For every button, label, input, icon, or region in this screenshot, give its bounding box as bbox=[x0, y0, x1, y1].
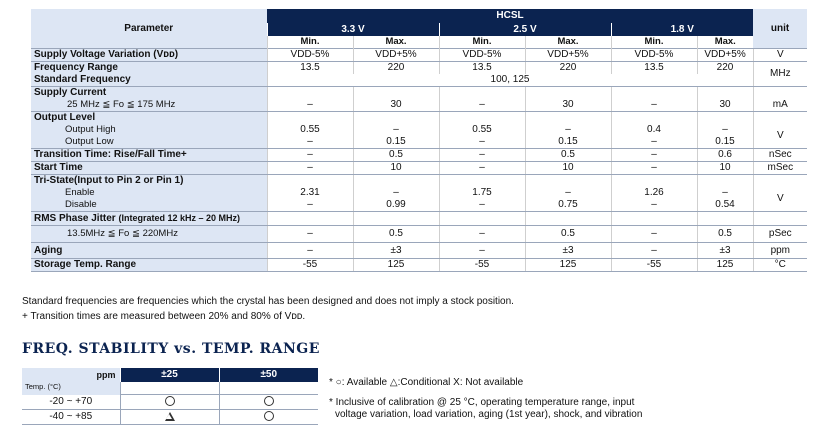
available-circle-icon bbox=[264, 411, 274, 421]
unit-cell: mA bbox=[753, 99, 807, 112]
row-supply-voltage bbox=[31, 49, 807, 62]
cell: – bbox=[267, 136, 353, 149]
cell: 220 bbox=[697, 62, 753, 75]
row-rms-jitter-sub bbox=[31, 226, 807, 243]
cell: – bbox=[525, 124, 611, 136]
row-label-small: (Integrated 12 kHz – 20 MHz) bbox=[118, 213, 241, 223]
cell: 125 bbox=[525, 259, 611, 272]
cell: – bbox=[439, 136, 525, 149]
unit-cell: MHz bbox=[753, 62, 807, 87]
cell: – bbox=[439, 99, 525, 112]
note-standard-frequencies: Standard frequencies are frequencies which the crystal has been designed and does not imply a stock position. bbox=[22, 296, 514, 307]
row-output-high bbox=[31, 124, 807, 136]
cell: – bbox=[697, 187, 753, 199]
cell: 0.75 bbox=[525, 199, 611, 212]
cell: – bbox=[439, 149, 525, 162]
unit-cell: V bbox=[753, 124, 807, 149]
cell: 100, 125 bbox=[267, 74, 753, 87]
temp-range: -20 ~ +70 bbox=[22, 395, 120, 410]
row-sublabel: Output High bbox=[31, 124, 267, 136]
row-supply-current-sub bbox=[31, 99, 807, 112]
row-label: Tri-State(Input to Pin 2 or Pin 1) bbox=[31, 175, 267, 188]
cell: 0.4 bbox=[611, 124, 697, 136]
cell: 10 bbox=[697, 162, 753, 175]
row-disable bbox=[31, 199, 807, 212]
stability-row bbox=[22, 410, 318, 425]
cell: – bbox=[439, 226, 525, 243]
col-50ppm: ±50 bbox=[219, 368, 318, 382]
row-label: Storage Temp. Range bbox=[31, 259, 267, 272]
cell: 220 bbox=[525, 62, 611, 75]
max-header: Max. bbox=[525, 36, 611, 49]
cell: – bbox=[267, 99, 353, 112]
cell: – bbox=[267, 226, 353, 243]
row-storage-temp bbox=[31, 259, 807, 272]
row-aging bbox=[31, 243, 807, 259]
cell: 0.6 bbox=[697, 149, 753, 162]
cell: – bbox=[439, 162, 525, 175]
stability-table bbox=[22, 368, 318, 425]
cell: VDD-5% bbox=[611, 49, 697, 62]
cell: 30 bbox=[353, 99, 439, 112]
mark-cell bbox=[219, 410, 318, 425]
unit-cell: °C bbox=[753, 259, 807, 272]
min-header: Min. bbox=[267, 36, 353, 49]
row-output-low bbox=[31, 136, 807, 149]
available-circle-icon bbox=[264, 396, 274, 406]
cell: 125 bbox=[353, 259, 439, 272]
legend-calibration-2: voltage variation, load variation, aging (1st year), shock, and vibration bbox=[335, 409, 643, 420]
cell: -55 bbox=[267, 259, 353, 272]
row-label: Supply Current bbox=[31, 87, 267, 100]
temp-label: Temp. (°C) bbox=[25, 381, 61, 391]
cell: 10 bbox=[525, 162, 611, 175]
cell: 0.55 bbox=[439, 124, 525, 136]
cell: VDD+5% bbox=[697, 49, 753, 62]
available-circle-icon bbox=[165, 396, 175, 406]
cell: VDD+5% bbox=[353, 49, 439, 62]
row-sublabel: Enable bbox=[31, 187, 267, 199]
cell: 13.5 bbox=[439, 62, 525, 75]
unit-cell: mSec bbox=[753, 162, 807, 175]
row-rms-jitter bbox=[31, 212, 807, 226]
min-header: Min. bbox=[439, 36, 525, 49]
cell: – bbox=[353, 187, 439, 199]
cell: – bbox=[267, 243, 353, 259]
row-label: Transition Time: Rise/Fall Time+ bbox=[31, 149, 267, 162]
cell: – bbox=[611, 226, 697, 243]
stability-corner bbox=[22, 368, 120, 395]
cell: ±3 bbox=[525, 243, 611, 259]
cell: 0.5 bbox=[525, 226, 611, 243]
row-enable bbox=[31, 187, 807, 199]
cell: -55 bbox=[439, 259, 525, 272]
cell: 0.55 bbox=[267, 124, 353, 136]
cell: VDD-5% bbox=[439, 49, 525, 62]
unit-cell: V bbox=[753, 49, 807, 62]
cell: 13.5 bbox=[611, 62, 697, 75]
cell: – bbox=[267, 149, 353, 162]
spec-table bbox=[31, 9, 807, 272]
col-25ppm: ±25 bbox=[120, 368, 219, 382]
cell: – bbox=[611, 99, 697, 112]
row-label: Supply Voltage Variation (Vᴅᴅ) bbox=[31, 49, 267, 62]
stability-row bbox=[22, 395, 318, 410]
cell: VDD-5% bbox=[267, 49, 353, 62]
row-sublabel: 25 MHz ≦ Fo ≦ 175 MHz bbox=[31, 99, 267, 112]
voltage-2v5-header: 2.5 V bbox=[439, 23, 611, 36]
row-label: Aging bbox=[31, 243, 267, 259]
cell: – bbox=[611, 149, 697, 162]
cell: 1.75 bbox=[439, 187, 525, 199]
cell: ±3 bbox=[353, 243, 439, 259]
hcsl-header: HCSL bbox=[267, 9, 753, 23]
voltage-3v3-header: 3.3 V bbox=[267, 23, 439, 36]
cell: 0.99 bbox=[353, 199, 439, 212]
unit-header: unit bbox=[753, 9, 807, 49]
min-header: Min. bbox=[611, 36, 697, 49]
cell: ±3 bbox=[697, 243, 753, 259]
cell: – bbox=[611, 162, 697, 175]
mark-cell bbox=[120, 395, 219, 410]
cell: – bbox=[439, 199, 525, 212]
temp-range: -40 ~ +85 bbox=[22, 410, 120, 425]
cell: 0.5 bbox=[353, 149, 439, 162]
stability-title: FREQ. STABILITY vs. TEMP. RANGE bbox=[22, 341, 320, 357]
unit-cell: pSec bbox=[753, 226, 807, 243]
unit-cell: ppm bbox=[753, 243, 807, 259]
cell: 0.54 bbox=[697, 199, 753, 212]
row-standard-frequency bbox=[31, 74, 807, 87]
note-transition-times: + Transition times are measured between 20% and 80% of Vᴅᴅ. bbox=[22, 311, 306, 322]
cell: 0.5 bbox=[525, 149, 611, 162]
cell: 220 bbox=[353, 62, 439, 75]
row-label: Standard Frequency bbox=[31, 74, 267, 87]
cell: 0.5 bbox=[697, 226, 753, 243]
row-label: Frequency Range bbox=[31, 62, 267, 75]
max-header: Max. bbox=[353, 36, 439, 49]
cell: 0.15 bbox=[525, 136, 611, 149]
row-start-time bbox=[31, 162, 807, 175]
row-label-main: RMS Phase Jitter bbox=[34, 213, 116, 224]
row-frequency-range bbox=[31, 62, 807, 75]
cell: 125 bbox=[697, 259, 753, 272]
mark-cell bbox=[120, 410, 219, 425]
ppm-label: ppm bbox=[96, 370, 116, 380]
row-supply-current bbox=[31, 87, 807, 100]
unit-cell: V bbox=[753, 187, 807, 212]
cell: – bbox=[525, 187, 611, 199]
row-sublabel: Disable bbox=[31, 199, 267, 212]
cell: – bbox=[267, 162, 353, 175]
cell: VDD+5% bbox=[525, 49, 611, 62]
cell: 2.31 bbox=[267, 187, 353, 199]
unit-cell: nSec bbox=[753, 149, 807, 162]
row-label: Output Level bbox=[31, 112, 267, 125]
cell: – bbox=[697, 124, 753, 136]
cell: 0.15 bbox=[353, 136, 439, 149]
cell: 30 bbox=[697, 99, 753, 112]
cell: – bbox=[267, 199, 353, 212]
cell: – bbox=[439, 243, 525, 259]
conditional-triangle-icon bbox=[165, 412, 175, 421]
mark-cell bbox=[219, 395, 318, 410]
cell: 30 bbox=[525, 99, 611, 112]
cell: – bbox=[611, 136, 697, 149]
cell: – bbox=[353, 124, 439, 136]
cell: 13.5 bbox=[267, 62, 353, 75]
legend-symbols: * ○: Available △:Conditional X: Not available bbox=[329, 377, 524, 388]
cell: 10 bbox=[353, 162, 439, 175]
row-output-level bbox=[31, 112, 807, 125]
row-sublabel: 13.5MHz ≦ Fo ≦ 220MHz bbox=[31, 226, 267, 243]
cell: 1.26 bbox=[611, 187, 697, 199]
voltage-1v8-header: 1.8 V bbox=[611, 23, 753, 36]
row-label bbox=[31, 212, 267, 226]
row-transition-time bbox=[31, 149, 807, 162]
cell: -55 bbox=[611, 259, 697, 272]
max-header: Max. bbox=[697, 36, 753, 49]
parameter-header: Parameter bbox=[31, 9, 267, 49]
cell: 0.5 bbox=[353, 226, 439, 243]
cell: – bbox=[611, 243, 697, 259]
cell: – bbox=[611, 199, 697, 212]
legend-calibration-1: * Inclusive of calibration @ 25 °C, operating temperature range, input bbox=[329, 397, 635, 408]
row-label: Start Time bbox=[31, 162, 267, 175]
row-tri-state bbox=[31, 175, 807, 188]
cell: 0.15 bbox=[697, 136, 753, 149]
row-sublabel: Output Low bbox=[31, 136, 267, 149]
